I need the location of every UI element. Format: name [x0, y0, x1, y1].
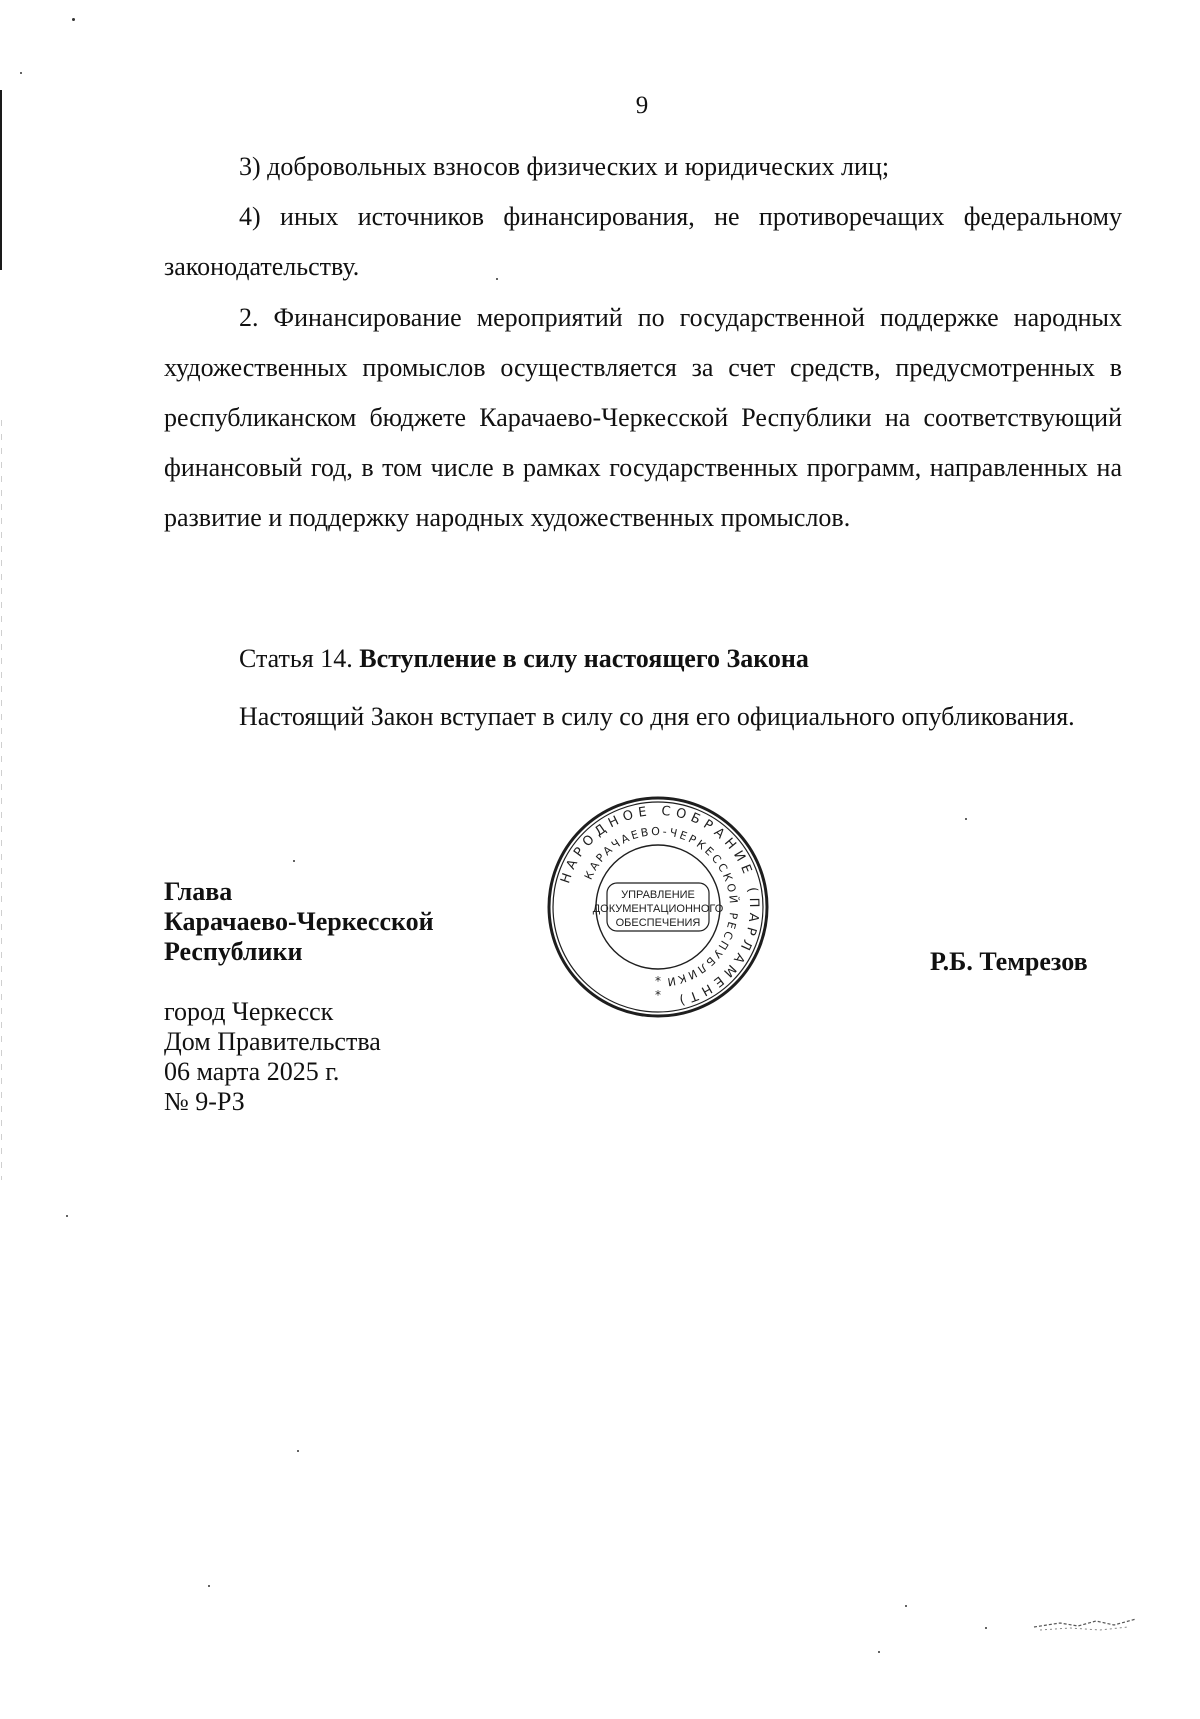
- paragraph-financing: 2. Финансирование мероприятий по государственной поддержке народных художественных промыслов осуществляется за счет средств, предусмотренных в республиканском бюджете Карачаево-Черкесской Республики на соответствующий финансовый год, в том числе в рамках государственных программ, направленных на развитие и поддержку народных художественных промыслов.: [164, 303, 1122, 532]
- scan-speck: [878, 1651, 880, 1653]
- article-number: Статья 14.: [239, 644, 360, 673]
- place-building: Дом Правительства: [164, 1027, 381, 1056]
- signer-position-line-3: Республики: [164, 937, 303, 966]
- svg-text:*: *: [655, 988, 661, 1002]
- official-seal: [546, 795, 770, 1019]
- paragraph-item-4: 4) иных источников финансирования, не противоречащих федеральному законодательству.: [164, 202, 1122, 281]
- signer-position-line-2: Карачаево-Черкесской: [164, 907, 434, 936]
- scan-speck: [20, 72, 22, 74]
- scan-speck: [965, 818, 967, 820]
- signer-position: [164, 877, 434, 967]
- scan-speck: [297, 1450, 299, 1452]
- scan-speck: [985, 1627, 987, 1629]
- document-number: № 9-РЗ: [164, 1087, 245, 1116]
- stamp-outer-text: НАРОДНОЕ СОБРАНИЕ (ПАРЛАМЕНТ): [558, 803, 762, 1009]
- scan-speck: [208, 1585, 210, 1587]
- paragraph-entry-into-force: Настоящий Закон вступает в силу со дня его официального опубликования.: [239, 702, 1075, 731]
- scan-speck: [293, 860, 295, 862]
- signer-position-line-1: Глава: [164, 877, 233, 906]
- paragraph-item-3: 3) добровольных взносов физических и юридических лиц;: [239, 152, 890, 181]
- document-date: 06 марта 2025 г.: [164, 1057, 340, 1086]
- page-number: 9: [635, 92, 649, 119]
- scan-speck: [66, 1215, 68, 1217]
- place-city: город Черкесск: [164, 997, 334, 1026]
- place-and-date: [164, 997, 381, 1117]
- svg-text:*: *: [655, 974, 661, 988]
- article-title: Вступление в силу настоящего Закона: [359, 644, 809, 673]
- scan-noise-mark: [1030, 1615, 1140, 1635]
- scan-speck: [72, 18, 75, 21]
- stamp-center-line-1: УПРАВЛЕНИЕ: [621, 889, 695, 901]
- scan-edge-faint: [1, 420, 2, 1180]
- signer-name: Р.Б. Темрезов: [930, 947, 1088, 976]
- scan-speck: [905, 1605, 907, 1607]
- stamp-inner-text: КАРАЧАЕВО-ЧЕРКЕССКОЙ РЕСПУБЛИКИ: [581, 824, 741, 989]
- stamp-center-line-2: ДОКУМЕНТАЦИОННОГО: [592, 903, 724, 915]
- article-heading: [239, 642, 809, 676]
- stamp-center-line-3: ОБЕСПЕЧЕНИЯ: [615, 917, 701, 929]
